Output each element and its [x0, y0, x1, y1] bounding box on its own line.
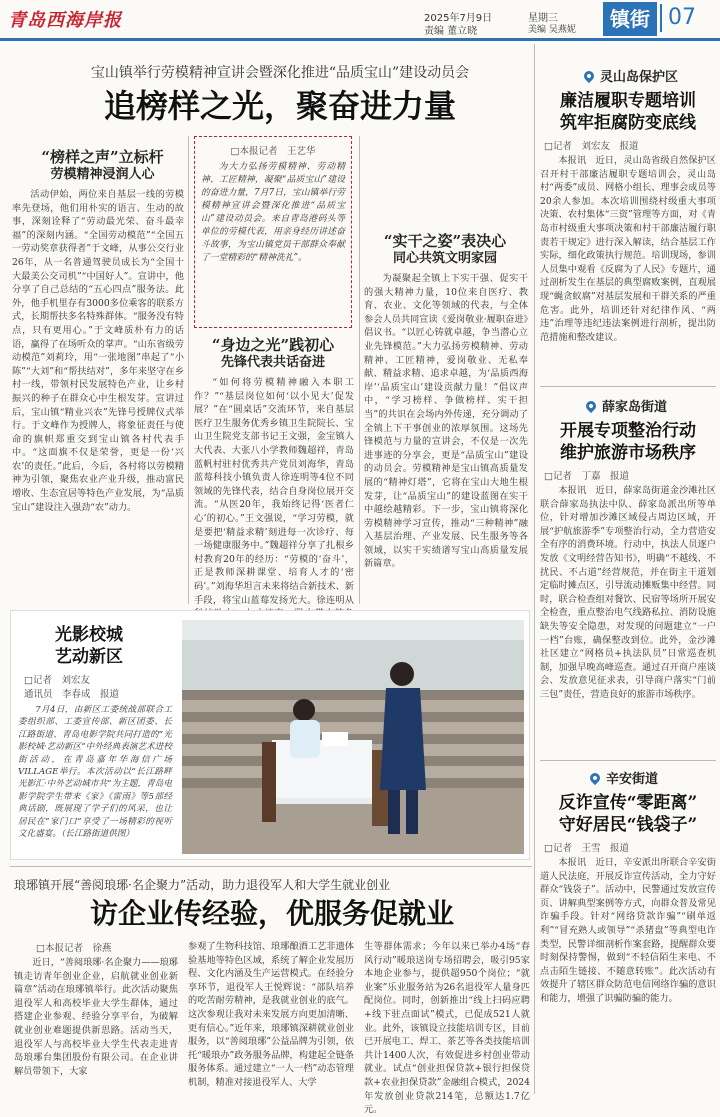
lead-subhead-1-line1: “榜样之声”立标杆 — [41, 148, 164, 166]
section-2-location — [586, 396, 667, 415]
lead-kicker: 宝山镇举行劳模精神宣讲会暨深化推进“品质宝山”建设动员会 — [90, 65, 470, 81]
masthead-logo: 青岛西海岸报 — [8, 10, 122, 31]
theater-photo — [182, 620, 524, 854]
lower-kicker: 琅琊镇开展“善阅琅琊·名企聚力”活动，助力退役军人和大学生就业创业 — [14, 878, 391, 892]
photo-story-byline-1: □记者 刘宏友 — [24, 675, 90, 686]
lead-byline: □本报记者 王艺华 — [230, 146, 316, 157]
section-3-title-line2: 守好居民“钱袋子” — [558, 815, 698, 835]
header-rule — [0, 38, 720, 41]
section-3-place: 辛安街道 — [606, 772, 659, 787]
section-2-byline: □记者 丁嘉 报道 — [544, 471, 629, 482]
lead-abstract: 为大力弘扬劳模精神、劳动精神、工匠精神，凝聚“品质宝山”建设的奋进力量，7月7日，宝山镇举行劳模精神宣讲会暨深化推进“品质宝山”建设动员会。来自青岛港码头等单位的劳模代表，用亲身经历讲述奋斗故事，为宝山镇党员干部群众奉献了一堂精彩的“精神洗礼”。 — [201, 162, 345, 263]
lead-subhead-1-line2: 劳模精神浸润人心 — [50, 167, 155, 182]
lead-column-3: 为凝聚起全镇上下实干强、促实干的强大精神力量，10位来自医疗、教育、农业、文化等领域的代表，与全体参会人员共同宣读《爱岗敬业·履职奋进》倡议书。“以匠心铸就卓越，争当潜心立业先锋模范。”大力弘扬劳模精神、劳动精神、工匠精神，爱岗敬业、无私奉献、精益求精、追求卓越，为‘品质西海岸’‘品质宝山’建设贡献力量！”倡议声中，“学习榜样、争做榜样、实干担当”的共识在会场内外传递，充分调动了全镇上下干事创业的浓厚氛围。这场先锋模范与力量的宣讲会，不仅是一次先进事迹的分享会，更是“品质宝山”建设的动员会。劳模精神是宝山镇高质量发展的“精神灯塔”，它将在宝山大地生根发芽，让“品质宝山”的建设蓝图在实干中越绘越精彩。下一步，宝山镇将深化劳模精神学习宣传，推动“三种精神”融入基层治理、产业发展、民生服务等各领域，以实干实绩谱写宝山高质量发展新篇章。 — [364, 273, 528, 570]
section-2-place: 薛家岛街道 — [602, 400, 668, 415]
section-2-title-line1: 开展专项整治行动 — [560, 421, 696, 441]
section-3-body: 本报讯 近日，辛安派出所联合辛安街道人民法庭，开展反诈宣传活动，全力守好群众“钱袋子”。活动中，民警通过发放宣传页、讲解典型案例等方式，向群众普及常见诈骗手段。针对“网络贷款诈骗”“刷单返利”“冒充熟人或领导”“杀猪盘”等典型电诈类型，民警详细剖析作案套路，提醒群众要时刻保持警惕，做到“不轻信陌生来电、不点击陌生链接、不随意转账”。此次活动有效提升了辖区群众防范电信网络诈骗的意识和能力，增强了识骗防骗的能力。 — [540, 857, 716, 1004]
lead-subhead-2 — [194, 336, 352, 372]
section-2-title — [540, 420, 716, 464]
divider — [540, 760, 716, 761]
photo-story-title — [24, 624, 154, 668]
section-3-title — [540, 792, 716, 836]
section-1-place: 灵山岛保护区 — [600, 70, 679, 85]
lead-column-1: 活动伊始，两位来自基层一线的劳模率先登场，他们用朴实的语言、生动的故事，深刻诠释了“劳动最光荣、奋斗最幸福”的深刻内涵。“全国劳动模范”“全国五一劳动奖章获得者”于文峰，从事公交行业26年，从一名普通驾驶员成长为“全国十大最美公交司机”“中国好人”。宣讲中，他分享了自己总结的“五心四点”服务法。此外，他手机里存有3000多位乘客的联系方式，长期帮扶多名特殊群体。“服务没有特点，只有更用心。”于文峰质朴有力的话语，赢得了在场听众的掌声。“山东省级劳动模范”刘莉玲，用“一张地图”串起了“小陈”“大刘”和“帮扶结对”，多年来坚守在乡村一线，带领村民发展特色产业，让乡村振兴的种子在群众心中生根发芽。宣讲过后，宝山镇“精业兴农”先锋号授牌仪式举行。于文峰作为授牌人，将象征责任与使命的旗帜郑重交到宝山镇各村代表手中。“这面旗不仅是荣誉，更是一份‘兴农’的责任。”此后，今后，各村将以劳模精神为引领，聚焦农业产业升级，推动富民增收、生态宜居等特色产业发展，为“品质宝山”建设注入强劲“农”动力。 — [12, 189, 184, 513]
lead-subhead-2-line2: 先锋代表共话奋进 — [220, 355, 325, 370]
lead-subhead-1 — [20, 148, 185, 184]
section-1-title — [540, 90, 716, 134]
lead-subhead-2-line1: “身边之光”践初心 — [211, 336, 335, 354]
page-number: 07 — [660, 4, 696, 32]
theater-photo-illustration — [182, 620, 524, 854]
photo-story-byline-2: 通讯员 李春成 报道 — [24, 689, 120, 700]
section-3-location — [590, 768, 658, 787]
location-pin-icon — [582, 69, 596, 83]
section-1-location — [584, 66, 678, 85]
section-2-title-line2: 维护旅游市场秩序 — [560, 443, 696, 463]
photo-story-title-line1: 光影校城 — [55, 625, 123, 645]
divider — [188, 136, 189, 604]
issue-weekday: 星期三 — [528, 13, 558, 24]
lower-column-3: 生等群体需求；今年以来已举办4场“春风行动”暖琅送岗专场招聘会，吸引95家本地企业参与，提供超950个岗位；“就业案”乐业服务站为26名退役军人量身匹配岗位。同时，创新推出“线上扫码应聘+线下驻点面试”模式，已促成521人就业。此外，该镇设立技能培训专区，目前已开展电工、焊工、茶艺等各类技能培训共计1400人次，有效促进乡村创业带动就业。试点“创业担保贷款+银行担保贷款+农业担保贷款”金融组合模式，2024年发放创业贷款214笔，总额达1.7亿元。 — [364, 941, 530, 1116]
right-column-divider — [534, 44, 535, 1094]
lead-subhead-3-line1: “实干之姿”表决心 — [383, 232, 507, 250]
divider — [540, 386, 716, 387]
photo-story-title-line2: 艺动新区 — [55, 647, 123, 667]
section-2-body: 本报讯 近日，薛家岛街道金沙滩社区联合薛家岛执法中队、薛家岛派出所等单位，针对增加沙滩区域侵占周边区域，开展“护航旅游季”专项整治行动，全力营造安全有序的消费环境。行动中，执法人员逐户发放《文明经营告知书》，明确“不越线、不扰民、不占道”经营规范，并在街主干道划定临时摊点区，引导流动摊贩集中经营。同时，联合检查组对餐饮、民宿等场所开展安全检查，重点整治电气线路私拉、消防设施缺失等安全隐患，对发现的问题建立“一户一档”台账，确保整改到位。此外，金沙滩社区建立“网格员+执法队员”日常巡查机制，加强早晚高峰巡查。通过召开商户座谈会、发放意见征求表，引导商户落实“门前三包”责任，营造良好的旅游市场秩序。 — [540, 485, 716, 700]
lower-title: 访企业传经验，优服务促就业 — [89, 897, 454, 930]
section-badge: 镇街 — [603, 2, 657, 36]
lower-byline: □本报记者 徐燕 — [36, 943, 112, 954]
divider — [359, 136, 360, 604]
lead-column-3-top — [364, 136, 526, 224]
divider — [10, 866, 532, 867]
section-3-title-line1: 反诈宣传“零距离” — [558, 793, 698, 813]
lead-subhead-3 — [364, 232, 526, 268]
lead-subhead-3-line2: 同心共筑文明家园 — [392, 251, 497, 266]
issue-date: 2025年7月9日 — [424, 13, 493, 24]
location-pin-icon — [584, 399, 598, 413]
lower-column-1: 近日，“善阅琅琊·名企聚力——琅琊镇走访青年创业企业，启航就业创业新篇章”活动在琅琊镇举行。此次活动聚焦退役军人和高校毕业大学生群体，通过搭建企业参观、经验分享平台，为破解就业创业难题提供新思路。活动当天，退役军人与高校毕业大学生代表走进青岛琅琊台集团股份有限公司。在企业讲解员带领下，大家 — [14, 957, 178, 1077]
page-designer: 美编 吴燕妮 — [528, 25, 576, 35]
page-editor: 责编 董立晓 — [424, 26, 478, 37]
photo-story-caption: 7月4日，由新区工委统战部联合工委组织部、工委宣传部、新区团委、长江路街道、青岛电影学院共同打造的“光影校城·艺动新区”中外经典表演艺术进校街活动，在青岛嘉年华海信广场VILLAGE举行。本次活动以“长江路畔光影汇·中外艺动城市共”为主题，青岛电影学院学生带来《家》《雷雨》等5部经典话剧，既展现了学子们的风采，也让居民在“家门口”享受了一场精彩的视听文化盛宴。（长江路街道供图） — [18, 705, 172, 840]
location-pin-icon — [588, 771, 602, 785]
section-1-byline: □记者 刘宏友 报道 — [544, 141, 639, 152]
lead-abstract-box — [194, 136, 352, 328]
section-1-title-line2: 筑牢拒腐防变底线 — [560, 113, 696, 133]
lead-title: 追榜样之光，聚奋进力量 — [103, 87, 456, 125]
lead-column-2: “如何将劳模精神融入本职工作？”“基层岗位如何‘以小见大’促发展？”在“圆桌话”交流环节，来自基层医疗卫生服务优秀乡镇卫生院院长、宝山卫生院党支部书记王文强，金宝镇人大代表、大张八小学教师魏超祥，青岛蓝帆村驻村优秀共产党员刘海华，青岛蓝莓科技小镇负责人徐连明等4位不同领域的先锋代表，结合自身岗位展开交流。“从医20年，我始终记得‘医者仁心’的初心。”王文强说，“学习劳模，就是要把‘精益求精’刻进每一次诊疗、每一场健康服务中。”魏超祥分享了扎根乡村教育20年的经历：“劳模的‘奋斗’，正是教师深耕课堂、培育人才的‘密码’。”刘海华坦言未来将结合新技术、新手段，将宝山蓝莓发扬光大。徐连明从 — [194, 377, 354, 606]
section-1-title-line1: 廉洁履职专题培训 — [560, 91, 696, 111]
lower-column-2: 参观了生物科技馆、琅琊酿酒工艺非遗体验基地等特色区域，系统了解企业发展历程、文化内涵及生产运营模式。在经验分享环节，退役军人王悦辉说：“部队培养的吃苦耐劳精神，是我就业创业的底气。这次参观让我对未来发展方向更加清晰、更有信心。”近年来，琅琊镇深耕就业创业服务，以“善阅琅琊”公益品牌为引领，依托“暖琅办”政务服务品牌，构建起全链条服务体系。通过建立“一人一档”动态管理机制，精准对接退役军人、大学 — [188, 941, 354, 1088]
section-1-body: 本报讯 近日，灵山岛省级自然保护区召开村干部廉洁履职专题培训会，灵山岛村“两委”成员、网格小组长、理事会成员等20余人参加。本次培训围绕村级重大事项决策、农村集体“三资”管理等方面，对《青岛市村级重大事项决策和村干部廉洁履行职责若干规定》进行深入解读，结合基层工作实际，细化政策执行规范。培训现场，参训人员集中观看《反腐为了人民》专题片，通过剖析发生在基层的典型腐败案例，直观展现“蝇贪蚁腐”对基层发展和干群关系的严重危害。此外，培训还针对纪律作风、“两违”治理等违纪违法案例进行剖析，提出防范措施和整改建议。 — [540, 155, 716, 343]
section-3-byline: □记者 王雪 报道 — [544, 843, 629, 854]
